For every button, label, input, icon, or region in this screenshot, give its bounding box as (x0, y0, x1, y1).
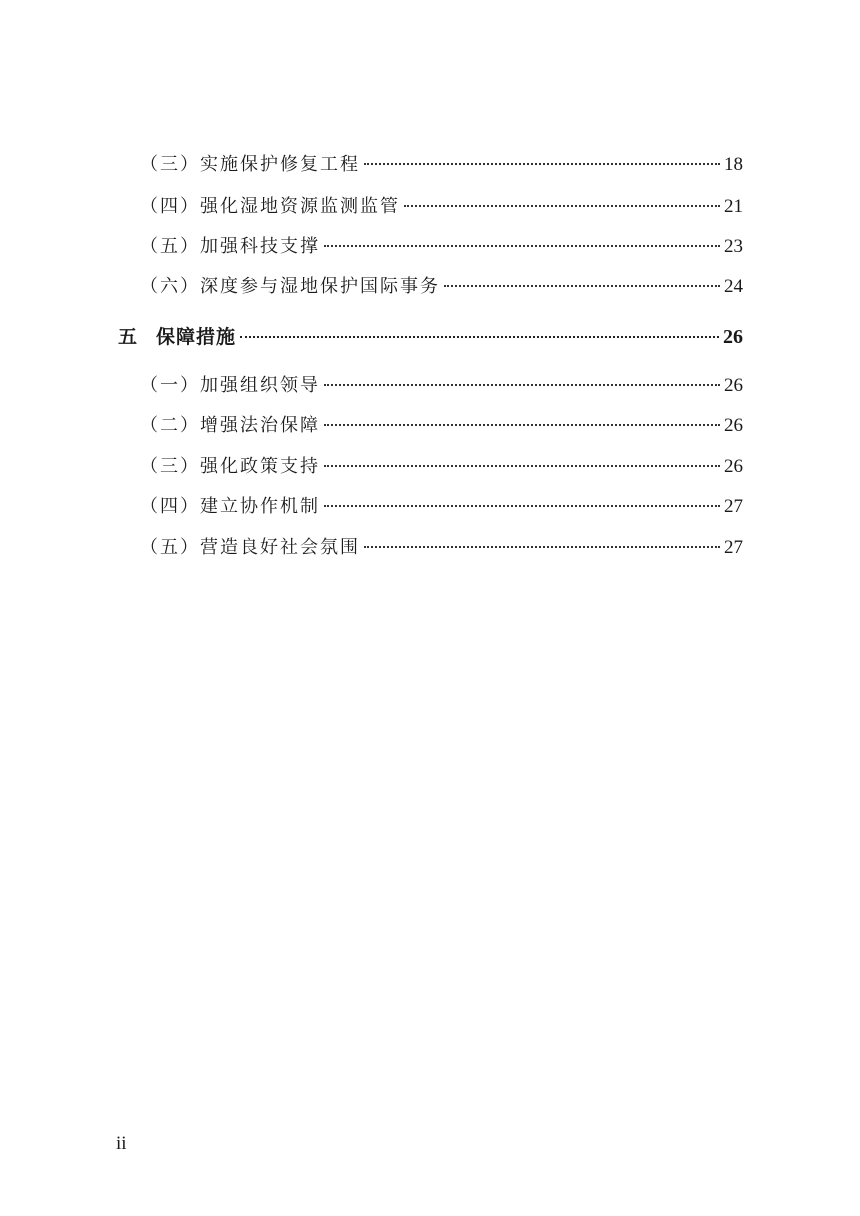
toc-entry-page: 26 (724, 456, 743, 477)
toc-entry[interactable] (140, 452, 743, 480)
toc-entry-title: （四）强化湿地资源监测监管 (140, 196, 400, 217)
toc-entry[interactable] (140, 533, 743, 561)
toc-entry-title: （二）增强法治保障 (140, 415, 320, 436)
toc-leader-dots (324, 245, 720, 247)
toc-entry-title: （六）深度参与湿地保护国际事务 (140, 276, 440, 297)
toc-entry-page: 24 (724, 276, 743, 297)
toc-leader-dots (324, 424, 720, 426)
toc-entry-page: 26 (724, 375, 743, 396)
toc-entry[interactable] (140, 371, 743, 399)
toc-section-entry[interactable] (118, 322, 743, 350)
toc-leader-dots (364, 546, 720, 548)
toc-entry[interactable] (140, 492, 743, 520)
toc-entry[interactable] (140, 150, 743, 178)
toc-leader-dots (240, 336, 719, 338)
toc-entry-title: （五）加强科技支撑 (140, 236, 320, 257)
toc-leader-dots (324, 505, 720, 507)
toc-entry-page: 26 (724, 415, 743, 436)
toc-entry-page: 23 (724, 236, 743, 257)
toc-entry-title: （一）加强组织领导 (140, 375, 320, 396)
toc-leader-dots (364, 163, 720, 165)
page-number: ii (116, 1133, 127, 1154)
toc-leader-dots (444, 285, 720, 287)
toc-section-label: 保障措施 (156, 326, 237, 348)
toc-entry-title: （三）实施保护修复工程 (140, 154, 360, 175)
toc-entry-page: 27 (724, 537, 743, 558)
toc-entry[interactable] (140, 411, 743, 439)
toc-entry[interactable] (140, 192, 743, 220)
toc-entry[interactable] (140, 272, 743, 300)
toc-entry-page: 18 (724, 154, 743, 175)
toc-leader-dots (404, 205, 720, 207)
toc-entry-title: （三）强化政策支持 (140, 456, 320, 477)
toc-entry-title: （四）建立协作机制 (140, 496, 320, 517)
toc-section-page: 26 (723, 326, 743, 348)
toc-entry[interactable] (140, 232, 743, 260)
toc-section-number: 五 (118, 326, 139, 348)
toc-entry-page: 27 (724, 496, 743, 517)
toc-section-title (118, 322, 236, 349)
toc-entry-page: 21 (724, 196, 743, 217)
toc-leader-dots (324, 384, 720, 386)
toc-entry-title: （五）营造良好社会氛围 (140, 537, 360, 558)
toc-leader-dots (324, 465, 720, 467)
